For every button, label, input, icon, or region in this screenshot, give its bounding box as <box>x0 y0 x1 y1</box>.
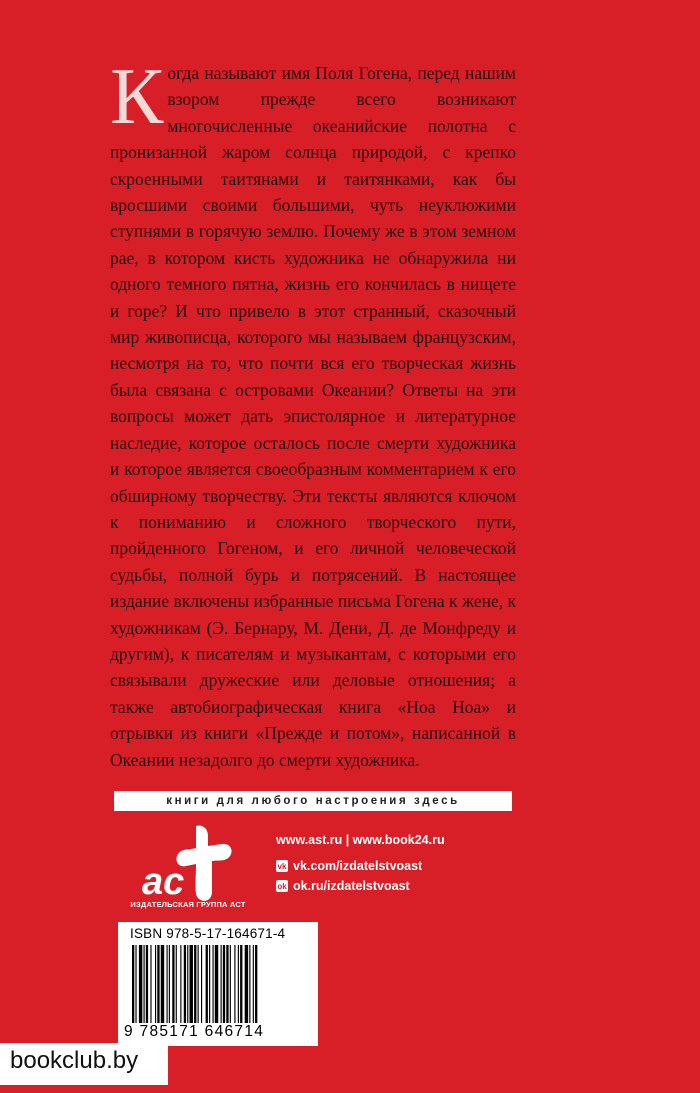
barcode-bar <box>180 945 181 1023</box>
barcode-digits: 9 785171 646714 <box>124 1023 265 1040</box>
barcode-bar <box>209 945 210 1023</box>
barcode-bar <box>161 945 164 1023</box>
barcode-bar <box>172 945 174 1023</box>
drop-cap: К <box>110 53 164 141</box>
barcode-bar <box>253 945 254 1023</box>
barcode-bar <box>226 945 228 1023</box>
ast-figure-icon <box>176 825 231 900</box>
barcode-bar <box>234 945 235 1023</box>
publisher-links <box>276 830 445 896</box>
slogan-text: книги для любого настроения здесь <box>166 795 460 807</box>
barcode-bar <box>221 945 222 1023</box>
barcode-bar <box>146 945 148 1023</box>
barcode-bar <box>249 945 250 1023</box>
barcode-bar <box>201 945 202 1023</box>
barcode-bars <box>130 945 306 1023</box>
barcode-bar <box>223 945 225 1023</box>
description-text: огда называют имя Поля Гогена, перед нашим взором прежде всего возникают многочисленные океанийские полотна с пронизанной жаром солнца природой, с крепко скроенными таитянами и таитянками, как бы вросшими своими большими, чуть неуклюжими ступнями в горячую землю. Почему же в этом земном рае, в котором кисть художника не обнаружила ни одного темного пятна, жизнь его кончилась в нищете и горе? И что привело в этот странный, сказочный мир живописца, которого мы называем французским, несмотря на то, что почти вся его творческая жизнь была связана с островами Океании? Ответы на эти вопросы может дать эпистолярное и литературное наследие, которое осталось после смерти художника и которое является своеобразным комментарием к его обширному творчеству. Эти тексты являются ключом к пониманию и сложного творческого пути, пройденного Гогеном, и его личной человеческой судьбы, полной бурь и потрясений. В настоящее издание включены избранные письма Гогена к жене, к художникам (Э. Бернару, М. Дени, Д. де Монфреду и другим), к писателям и музыкантам, с которыми его связывали дружеские или деловые отношения; а также автобиографическая книга «Ноа Ноа» и отрывки из книги «Прежде и потом», написанной в Океании незадолго до смерти художника. <box>110 63 516 770</box>
barcode-bar <box>169 945 170 1023</box>
barcode-bar <box>187 945 188 1023</box>
barcode-bar <box>139 945 142 1023</box>
barcode-bar <box>150 945 151 1023</box>
book-description <box>110 53 516 773</box>
barcode-bar <box>240 945 242 1023</box>
barcode-bar <box>194 945 196 1023</box>
ok-icon: ok <box>277 881 287 891</box>
barcode-bar <box>157 945 159 1023</box>
isbn-label: ISBN 978-5-17-164671-4 <box>130 926 286 941</box>
barcode-bar <box>198 945 199 1023</box>
barcode-bar <box>245 945 248 1023</box>
barcode-bar <box>230 945 231 1023</box>
sites-link[interactable]: www.ast.ru | www.book24.ru <box>276 833 445 847</box>
ok-row <box>276 876 445 896</box>
barcode-bar <box>206 945 208 1023</box>
barcode-box <box>118 922 318 1046</box>
ast-logo-letters: ac <box>142 861 185 903</box>
barcode-bar <box>190 945 193 1023</box>
barcode-bar <box>155 945 156 1023</box>
barcode-bar <box>255 945 257 1023</box>
vk-link[interactable]: vk.com/izdatelstvoast <box>293 859 423 873</box>
publisher-caption: ИЗДАТЕЛЬСКАЯ ГРУППА АСТ <box>130 900 246 909</box>
barcode-bar <box>213 945 214 1023</box>
slogan-bar <box>114 791 512 811</box>
barcode-bar <box>167 945 168 1023</box>
barcode-bar <box>215 945 218 1023</box>
barcode-bar <box>184 945 186 1023</box>
vk-icon: vk <box>277 861 287 871</box>
barcode-bar <box>132 945 134 1023</box>
barcode-bar <box>144 945 145 1023</box>
sites-row <box>276 830 445 850</box>
watermark-text: bookclub.by <box>10 1047 139 1074</box>
barcode-bar <box>238 945 239 1023</box>
barcode-bar <box>176 945 177 1023</box>
barcode-bar <box>135 945 136 1023</box>
ok-link[interactable]: ok.ru/izdatelstvoast <box>293 879 410 893</box>
vk-row <box>276 856 445 876</box>
